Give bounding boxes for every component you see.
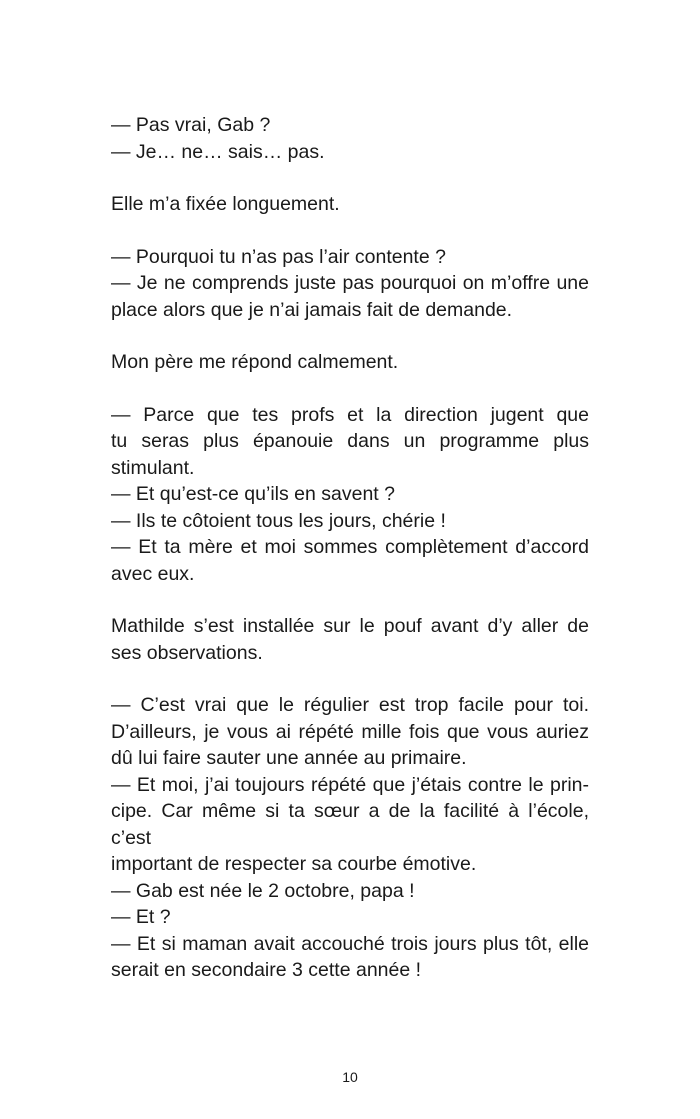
page-body-text — [111, 112, 589, 1010]
text-line: Elle m’a fixée longuement. — [111, 193, 340, 215]
text-line: Mathilde s’est installée sur le pouf avant d’y aller de — [111, 615, 589, 637]
text-line: — Gab est née le 2 octobre, papa ! — [111, 879, 415, 902]
text-line: important de respecter sa courbe émotive. — [111, 853, 477, 875]
text-line: — Et ? — [111, 906, 171, 928]
text-line: place alors que je n’ai jamais fait de demande. — [111, 298, 513, 321]
text-line: — Pas vrai, Gab ? — [111, 114, 271, 136]
paragraph — [111, 692, 589, 984]
paragraph — [111, 402, 589, 588]
paragraph — [111, 244, 589, 324]
text-line: ses observations. — [111, 641, 263, 664]
text-line: — Et ta mère et moi sommes complètement d’accord — [111, 536, 589, 558]
text-line: — Pourquoi tu n’as pas l’air contente ? — [111, 245, 446, 268]
paragraph — [111, 613, 589, 666]
page-number: 10 — [342, 1069, 358, 1085]
text-line: — Et qu’est-ce qu’ils en savent ? — [111, 483, 395, 505]
text-line: — Et si maman avait accouché trois jours plus tôt, elle — [111, 932, 589, 955]
text-line: serait en secondaire 3 cette année ! — [111, 959, 422, 981]
text-line: — Je… ne… sais… pas. — [111, 140, 325, 163]
text-line: — Parce que tes profs et la direction jugent que — [111, 403, 589, 426]
text-line: stimulant. — [111, 456, 195, 479]
text-line: — Et moi, j’ai toujours répété que j’étais contre le prin- — [111, 773, 589, 796]
paragraph — [111, 191, 589, 218]
paragraph — [111, 349, 589, 376]
text-line: — Ils te côtoient tous les jours, chérie ! — [111, 509, 446, 532]
text-line: cipe. Car même si ta sœur a de la facilité à l’école, c’est — [111, 800, 589, 849]
text-line: avec eux. — [111, 562, 195, 585]
text-line: dû lui faire sauter une année au primaire. — [111, 747, 467, 769]
text-line: Mon père me répond calmement. — [111, 351, 399, 373]
paragraph — [111, 112, 589, 165]
text-line: — C’est vrai que le régulier est trop facile pour toi. — [111, 694, 589, 716]
text-line: — Je ne comprends juste pas pourquoi on m’offre une — [111, 272, 589, 294]
text-line: tu seras plus épanouie dans un programme plus — [111, 430, 589, 452]
text-line: D’ailleurs, je vous ai répété mille fois que vous auriez — [111, 720, 589, 743]
